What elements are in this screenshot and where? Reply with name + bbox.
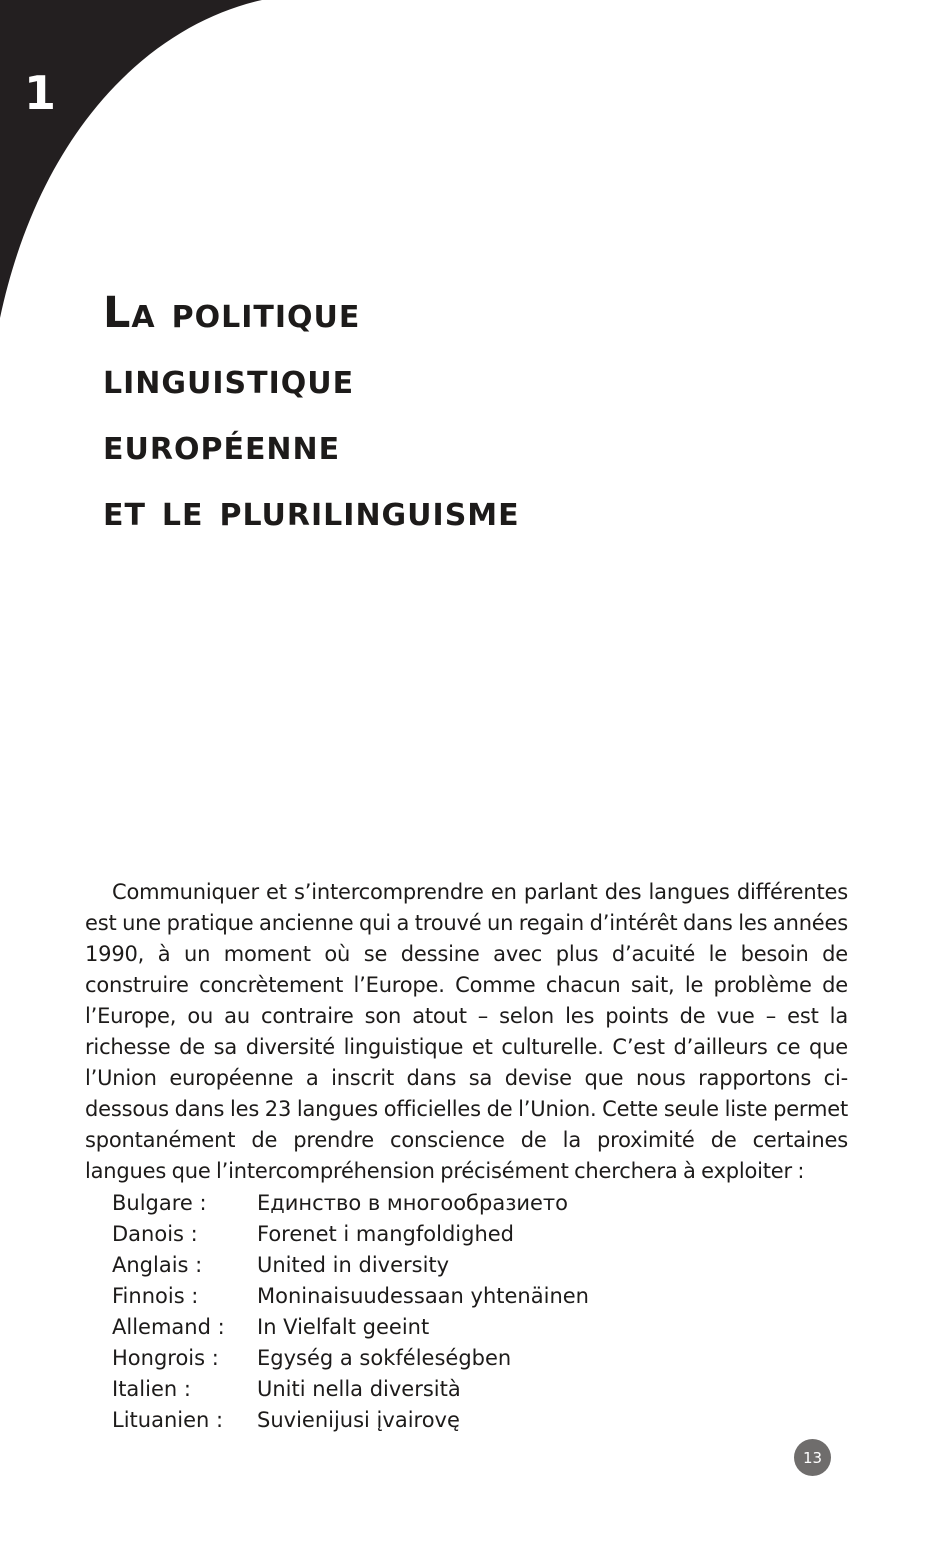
motto-row: [112, 1404, 589, 1435]
title-line-1: La politique: [103, 288, 361, 338]
motto-row: [112, 1342, 589, 1373]
motto-text: Forenet i mangfoldighed: [257, 1221, 515, 1246]
motto-language: Anglais :: [112, 1252, 203, 1277]
motto-language: Bulgare :: [112, 1190, 207, 1215]
motto-text: United in diversity: [257, 1252, 450, 1277]
motto-row: [112, 1311, 589, 1342]
motto-text: In Vielfalt geeint: [257, 1314, 430, 1339]
motto-list: [112, 1187, 589, 1435]
title-line-4: et le plurilinguisme: [103, 486, 520, 536]
title-line-3: européenne: [103, 420, 341, 470]
motto-text: Единство в многообразието: [257, 1190, 569, 1215]
motto-language: Finnois :: [112, 1283, 199, 1308]
chapter-title: [103, 280, 520, 544]
motto-text: Suvienijusi įvairovę: [257, 1407, 460, 1432]
chapter-number: 1: [24, 66, 57, 120]
motto-row: [112, 1218, 589, 1249]
title-line-2: linguistique: [103, 354, 355, 404]
motto-row: [112, 1249, 589, 1280]
motto-language: Lituanien :: [112, 1407, 224, 1432]
motto-language: Danois :: [112, 1221, 198, 1246]
motto-text: Moninaisuudessaan yhtenäinen: [257, 1283, 589, 1308]
motto-language: Italien :: [112, 1376, 191, 1401]
motto-text: Uniti nella diversità: [257, 1376, 461, 1401]
motto-language: Allemand :: [112, 1314, 225, 1339]
motto-row: [112, 1187, 589, 1218]
motto-row: [112, 1373, 589, 1404]
motto-row: [112, 1280, 589, 1311]
motto-language: Hongrois :: [112, 1345, 219, 1370]
page-number-badge: 13: [794, 1439, 831, 1476]
body-paragraph: Communiquer et s’intercomprendre en parlant des langues différentes est une pratique ancienne qui a trouvé un regain d’intérêt dans les années 1990, à un moment où se dessine avec plus d’acuité le besoin de construire concrètement l’Europe. Comme chacun sait, le problème de l’Europe, ou au contraire son atout – selon les points de vue – est la richesse de sa diversité linguistique et culturelle. C’est d’ailleurs ce que l’Union européenne a inscrit dans sa devise que nous rapportons ci-dessous dans les 23 langues officielles de l’Union. Cette seule liste permet spontanément de prendre conscience de la proximité de certaines langues que l’intercompréhension précisément cherchera à exploiter :: [85, 880, 848, 1183]
motto-text: Egység a sokféleségben: [257, 1345, 512, 1370]
